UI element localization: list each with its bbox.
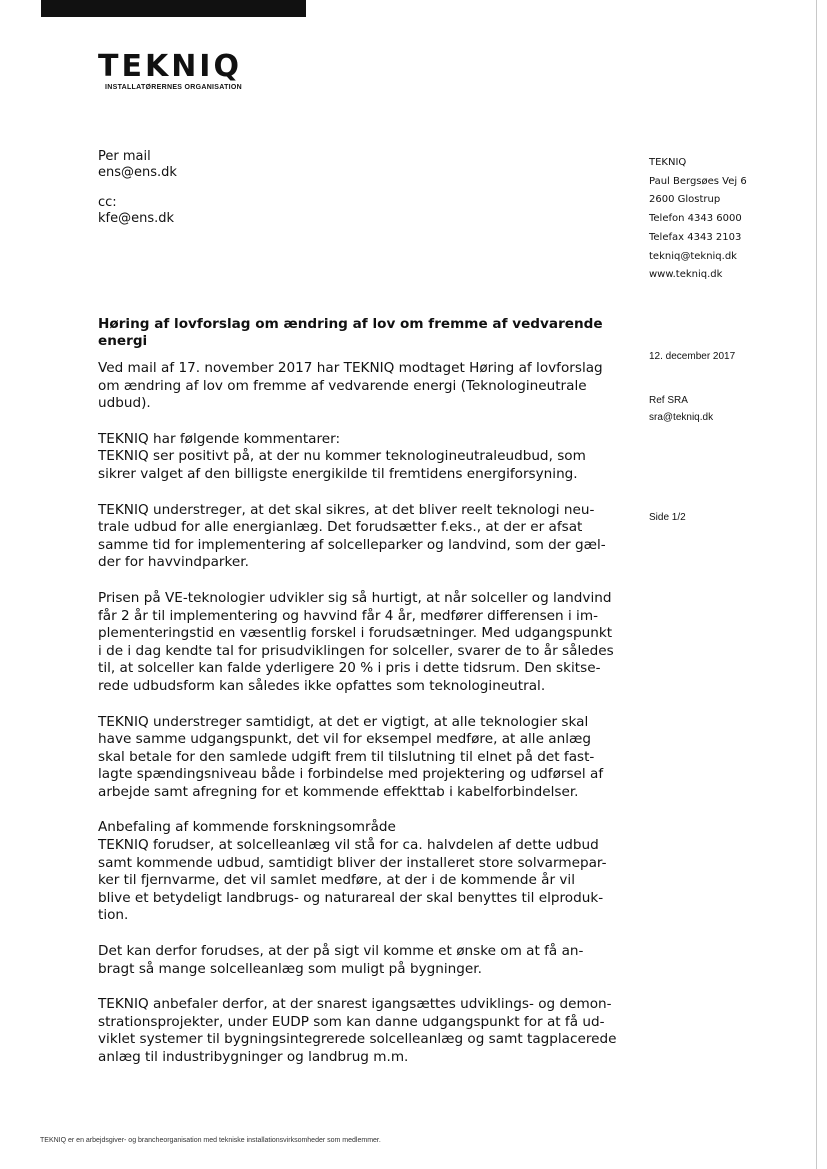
body-line: skal betale for den samlede udgift frem til tilslutning til elnet på det fast-	[98, 748, 595, 765]
body-paragraph	[98, 714, 638, 802]
body-line: ker til fjernvarme, det vil samlet medføre, at der i de kommende år vil	[98, 872, 575, 889]
recipient-email[interactable]: ens@ens.dk	[98, 165, 177, 180]
body-line: om ændring af lov om fremme af vedvarende energi (Teknologineutrale	[98, 377, 587, 394]
body-line: bragt så mange solcelleanlæg som muligt på bygninger.	[98, 960, 482, 977]
body-line: viklet systemer til bygningsintegrerede solcelleanlæg og samt tagplacerede	[98, 1031, 617, 1048]
redaction-bar	[41, 0, 306, 17]
body-paragraph	[98, 943, 638, 978]
sender-website[interactable]: www.tekniq.dk	[649, 269, 723, 281]
reference-block	[649, 392, 713, 426]
cc-email[interactable]: kfe@ens.dk	[98, 211, 175, 226]
body-line: Ved mail af 17. november 2017 har TEKNIQ modtaget Høring af lovforslag	[98, 360, 603, 376]
body-line: strationsprojekter, under EUDP som kan danne udgangspunkt for at få ud-	[98, 1013, 605, 1030]
body-paragraph	[98, 996, 638, 1066]
sender-street: Paul Bergsøes Vej 6	[649, 175, 747, 187]
body-line: trale udbud for alle energianlæg. Det forudsætter f.eks., at der er afsat	[98, 519, 583, 536]
body-line: rede udbudsform kan således ikke opfattes som teknologineutral.	[98, 677, 546, 694]
body-paragraph	[98, 819, 638, 925]
cc-label: cc:	[98, 195, 117, 210]
body-line: til, at solceller kan falde yderligere 20 % i pris i dette tidsrum. Den skitse-	[98, 660, 601, 677]
sender-city: 2600 Glostrup	[649, 194, 721, 206]
sender-phone: Telefon 4343 6000	[649, 213, 742, 225]
page-edge-line	[816, 0, 817, 1169]
body-line: have samme udgangspunkt, det vil for eksempel medføre, at alle anlæg	[98, 731, 591, 748]
reference-initials: Ref SRA	[649, 395, 688, 406]
logo-wordmark: TEKNIQ	[98, 49, 242, 84]
body-line: sikrer valget af den billigste energikilde til fremtidens energiforsyning.	[98, 465, 578, 482]
body-line: TEKNIQ har følgende kommentarer:	[98, 430, 341, 447]
body-paragraph	[98, 590, 638, 696]
subject-line: energi	[98, 333, 148, 349]
sender-fax: Telefax 4343 2103	[649, 231, 742, 243]
letter-subject	[98, 316, 628, 350]
letter-date: 12. december 2017	[649, 351, 736, 362]
body-line: Anbefaling af kommende forskningsområde	[98, 819, 396, 836]
body-line: samt kommende udbud, samtidigt bliver der installeret store solvarmepar-	[98, 854, 607, 871]
body-line: Prisen på VE-teknologier udvikler sig så hurtigt, at når solceller og landvind	[98, 589, 612, 606]
body-line: arbejde samt afregning for et kommende effekttab i kabelforbindelser.	[98, 783, 579, 800]
body-line: plementeringstid en væsentlig forskel i forudsætninger. Med udgangspunkt	[98, 625, 613, 642]
letter-body	[98, 360, 638, 1085]
body-line: TEKNIQ understreger, at det skal sikres, at det bliver reelt teknologi neu-	[98, 501, 595, 518]
body-line: Det kan derfor forudses, at der på sigt vil komme et ønske om at få an-	[98, 943, 584, 960]
body-line: der for havvindparker.	[98, 554, 249, 571]
body-line: TEKNIQ ser positivt på, at der nu kommer teknologineutraleudbud, som	[98, 448, 586, 465]
body-paragraph	[98, 360, 638, 413]
logo-subtitle: INSTALLATØRERNES ORGANISATION	[105, 84, 243, 91]
tekniq-logo	[98, 50, 242, 92]
body-line: i de i dag kendte tal for prisudviklingen for solceller, svarer de to år således	[98, 642, 614, 659]
body-line: blive et betydeligt landbrugs- og naturareal der skal benyttes til elproduk-	[98, 889, 604, 906]
body-line: udbud).	[98, 395, 151, 412]
subject-line: Høring af lovforslag om ændring af lov om fremme af vedvarende	[98, 316, 603, 332]
footer-note: TEKNIQ er en arbejdsgiver- og brancheorganisation med tekniske installationsvirksomheder som medlemmer.	[40, 1137, 381, 1144]
reference-email[interactable]: sra@tekniq.dk	[649, 412, 714, 423]
body-paragraph	[98, 431, 638, 484]
delivery-method: Per mail	[98, 149, 151, 164]
body-line: anlæg til industribygninger og landbrug m.m.	[98, 1049, 409, 1065]
body-line: samme tid for implementering af solcelleparker og landvind, som der gæl-	[98, 536, 606, 553]
body-line: får 2 år til implementering og havvind får 4 år, medfører differensen i im-	[98, 607, 598, 624]
sender-email[interactable]: tekniq@tekniq.dk	[649, 250, 737, 262]
body-line: TEKNIQ forudser, at solcelleanlæg vil stå for ca. halvdelen af dette udbud	[98, 837, 599, 854]
sender-name: TEKNIQ	[649, 157, 687, 168]
body-line: TEKNIQ anbefaler derfor, at der snarest igangsættes udviklings- og demon-	[98, 996, 612, 1013]
page-number: Side 1/2	[649, 512, 686, 523]
body-line: lagte spændingsniveau både i forbindelse med projektering og udførsel af	[98, 766, 604, 783]
body-paragraph	[98, 502, 638, 572]
body-line: tion.	[98, 907, 129, 924]
recipient-block	[98, 149, 177, 227]
body-line: TEKNIQ understreger samtidigt, at det er vigtigt, at alle teknologier skal	[98, 713, 589, 730]
sender-address-block	[649, 154, 747, 285]
